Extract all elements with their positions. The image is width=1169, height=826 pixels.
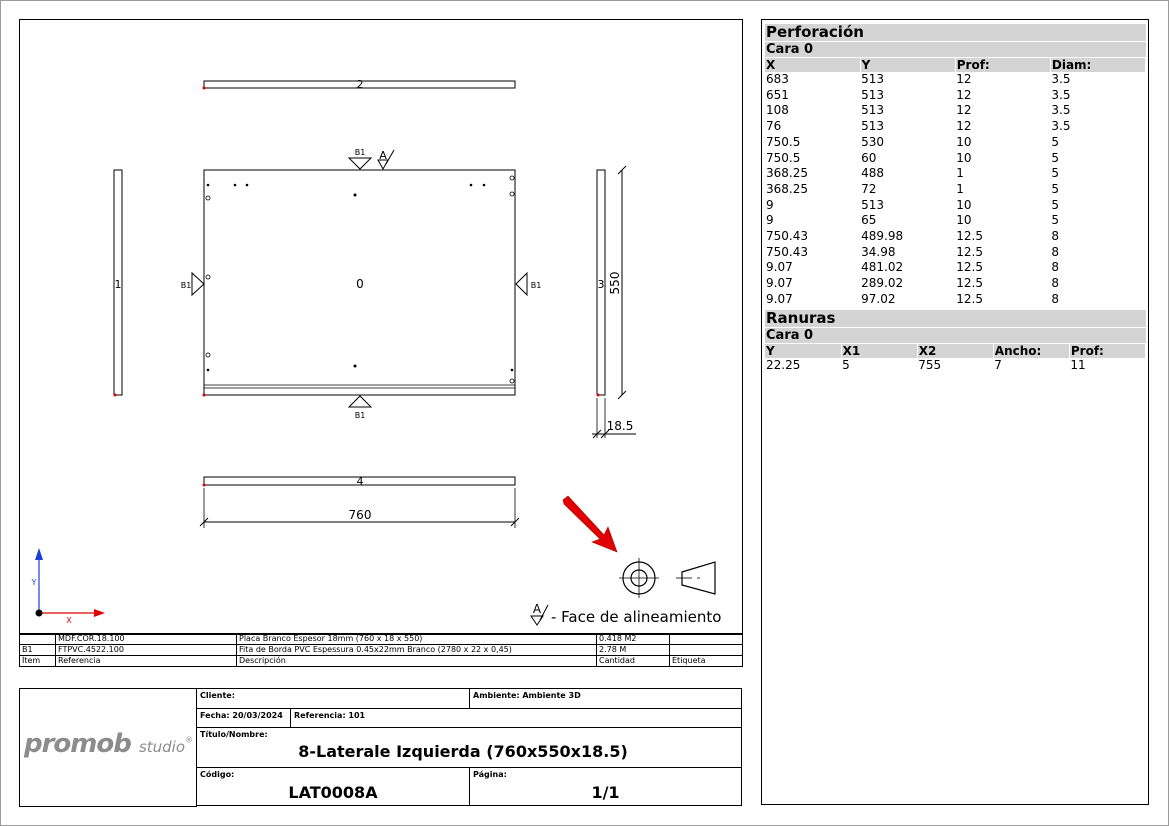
table-cell: 97.02 [861, 291, 896, 306]
table-row [765, 182, 1146, 198]
cell-item [20, 634, 56, 645]
cliente-cell: Cliente: [196, 688, 470, 709]
panel-left-label: 1 [114, 278, 122, 291]
svg-text:X: X [66, 616, 72, 625]
titulo-value: 8-Laterale Izquierda (760x550x18.5) [298, 742, 628, 761]
table-cell: 22.25 [766, 357, 801, 372]
table-row [765, 229, 1146, 245]
table-row [765, 88, 1146, 104]
table-cell: 3.5 [1051, 72, 1071, 86]
table-cell: 34.98 [861, 244, 896, 259]
panel-bottom-label: 4 [356, 475, 364, 488]
table-cell: 8 [1051, 276, 1060, 291]
table-cell: 72 [861, 181, 877, 196]
table-cell: 8 [1051, 229, 1060, 244]
cell-etiqueta [670, 634, 743, 645]
table-cell: 750.43 [766, 229, 808, 244]
table-row [765, 292, 1146, 308]
table-row [765, 151, 1146, 167]
svg-text:A: A [532, 602, 542, 616]
table-cell: 12.5 [956, 260, 983, 275]
table-cell: 12 [956, 103, 972, 118]
svg-text:B1: B1 [354, 411, 366, 420]
pagina-value: 1/1 [591, 783, 620, 802]
origin-dot [203, 394, 206, 397]
table-cell: 12.5 [956, 244, 983, 259]
table-cell: 12 [956, 72, 972, 86]
table-cell: 750.5 [766, 150, 801, 165]
table-cell: 513 [861, 119, 885, 134]
table-cell: 108 [766, 103, 789, 118]
table-header-row [20, 656, 743, 667]
cell-item: B1 [20, 645, 56, 656]
machining-panel [761, 19, 1149, 805]
codigo-value: LAT0008A [288, 783, 378, 802]
panel-main-label: 0 [356, 277, 364, 291]
alignment-legend-text: - Face de alineamiento [551, 608, 722, 626]
table-cell: 651 [766, 87, 789, 102]
table-cell: 12.5 [956, 291, 983, 306]
header-etiqueta: Etiqueta [670, 656, 743, 667]
perforacion-header-1: Y [860, 58, 955, 72]
table-cell: 12 [956, 87, 972, 102]
table-row [765, 72, 1146, 88]
title-block-logo [19, 688, 197, 807]
ranuras-header-3: Ancho: [993, 344, 1069, 358]
table-cell: 12 [956, 119, 972, 134]
table-cell: 10 [956, 134, 972, 149]
table-cell: 10 [956, 197, 972, 212]
table-row [765, 103, 1146, 119]
ranuras-header-0: Y [765, 344, 841, 358]
edge-band-right [516, 273, 541, 295]
concentric-circles-icon [619, 558, 659, 598]
dim-height-value: 550 [608, 271, 622, 295]
table-cell: 513 [861, 197, 885, 212]
table-cell: 489.98 [861, 229, 904, 244]
table-cell: 1 [956, 181, 964, 196]
cell-descripcion: Fita de Borda PVC Espessura 0.45x22mm Branco (2780 x 22 x 0,45) [237, 645, 597, 656]
table-cell: 481.02 [861, 260, 904, 275]
table-cell: 3.5 [1051, 103, 1071, 118]
perforacion-table [765, 58, 1146, 308]
ranuras-table [765, 344, 1146, 374]
ambiente-cell: Ambiente: Ambiente 3D [469, 688, 742, 709]
table-cell: 5 [1051, 166, 1060, 181]
table-cell: 1 [956, 166, 964, 181]
cell-referencia: MDF.COR.18.100 [56, 634, 237, 645]
table-cell: 11 [1070, 357, 1086, 372]
table-cell: 750.43 [766, 244, 808, 259]
table-cell: 12.5 [956, 276, 983, 291]
table-cell: 5 [842, 357, 850, 372]
titulo-cell: Título/Nombre: 8-Laterale Izquierda (760x550x18.5) [196, 727, 742, 768]
table-row [765, 119, 1146, 135]
svg-text:B1: B1 [530, 281, 542, 290]
cell-cantidad: 2.78 M [597, 645, 670, 656]
table-row [765, 276, 1146, 292]
edge-band-bottom [349, 396, 371, 420]
table-cell: 5 [1051, 197, 1060, 212]
pagina-cell: Página: 1/1 [469, 767, 742, 806]
table-cell: 10 [956, 150, 972, 165]
svg-text:A: A [379, 149, 387, 162]
perforacion-header-3: Diam: [1050, 58, 1145, 72]
origin-dot [597, 394, 600, 397]
header-descripcion: Descripción [237, 656, 597, 667]
ranuras-title: Ranuras [765, 310, 1146, 327]
table-cell: 5 [1051, 150, 1060, 165]
ranuras-header-2: X2 [917, 344, 993, 358]
promob-logo: promob studio® [24, 729, 193, 759]
table-cell: 5 [1051, 181, 1060, 196]
origin-dot [203, 484, 206, 487]
svg-text:B1: B1 [180, 281, 192, 290]
table-row [765, 260, 1146, 276]
header-item: Ítem [20, 656, 56, 667]
referencia-cell: Referencia: 101 [290, 708, 742, 728]
table-cell: 750.5 [766, 134, 801, 149]
table-cell: 65 [861, 213, 877, 228]
countersink-view-icon [676, 562, 715, 594]
table-row [765, 198, 1146, 214]
origin-dot [114, 394, 117, 397]
fecha-cell: Fecha: 20/03/2024 [196, 708, 291, 728]
dim-thickness-value: 18.5 [606, 419, 634, 433]
cell-etiqueta [670, 645, 743, 656]
cell-descripcion: Placa Branco Espesor 18mm (760 x 18 x 550) [237, 634, 597, 645]
table-cell: 7 [994, 357, 1002, 372]
ranuras-header-4: Prof: [1069, 344, 1145, 358]
panel-top-label: 2 [356, 78, 364, 91]
table-cell: 683 [766, 72, 789, 86]
table-cell: 10 [956, 213, 972, 228]
edge-band-left [181, 273, 204, 295]
table-cell: 5 [1051, 213, 1060, 228]
ranuras-face: Cara 0 [765, 328, 1146, 343]
panel-right-label: 3 [597, 278, 605, 291]
table-cell: 368.25 [766, 166, 808, 181]
table-row [765, 358, 1146, 374]
header-cantidad: Cantidad [597, 656, 670, 667]
table-cell: 3.5 [1051, 87, 1071, 102]
table-cell: 8 [1051, 291, 1060, 306]
table-cell: 513 [861, 103, 885, 118]
table-row [20, 645, 743, 656]
table-row [765, 245, 1146, 261]
perforacion-header-2: Prof: [955, 58, 1050, 72]
axis-indicator [31, 548, 105, 625]
svg-text:B1: B1 [354, 148, 366, 157]
table-cell: 60 [861, 150, 877, 165]
table-cell: 9 [766, 213, 774, 228]
perforacion-face: Cara 0 [765, 42, 1146, 57]
table-cell: 9.07 [766, 291, 793, 306]
edge-band-top [349, 148, 394, 169]
cell-referencia: FTPVC.4522.100 [56, 645, 237, 656]
table-cell: 488 [861, 166, 885, 181]
table-row [765, 213, 1146, 229]
arrow-pointer-icon [563, 496, 617, 552]
table-row [20, 634, 743, 645]
perforacion-title: Perforación [765, 24, 1146, 41]
table-row [765, 166, 1146, 182]
table-cell: 755 [918, 357, 942, 372]
ranuras-header-1: X1 [841, 344, 917, 358]
table-cell: 9.07 [766, 276, 793, 291]
table-cell: 5 [1051, 134, 1060, 149]
table-cell: 513 [861, 87, 885, 102]
table-cell: 3.5 [1051, 119, 1071, 134]
table-cell: 12.5 [956, 229, 983, 244]
perforacion-header-0: X [765, 58, 860, 72]
codigo-cell: Código: LAT0008A [196, 767, 470, 806]
table-cell: 513 [861, 72, 885, 86]
table-row [765, 135, 1146, 151]
svg-text:Y: Y [31, 578, 37, 587]
cell-cantidad: 0.418 M2 [597, 634, 670, 645]
table-cell: 289.02 [861, 276, 904, 291]
table-cell: 9 [766, 197, 774, 212]
header-referencia: Referencia [56, 656, 237, 667]
dim-width-value: 760 [348, 508, 372, 522]
table-cell: 76 [766, 119, 782, 134]
table-cell: 8 [1051, 260, 1060, 275]
table-cell: 530 [861, 134, 885, 149]
alignment-legend [531, 602, 721, 626]
parts-table [19, 633, 743, 667]
table-cell: 368.25 [766, 181, 808, 196]
origin-dot [203, 87, 206, 90]
table-cell: 8 [1051, 244, 1060, 259]
table-cell: 9.07 [766, 260, 793, 275]
